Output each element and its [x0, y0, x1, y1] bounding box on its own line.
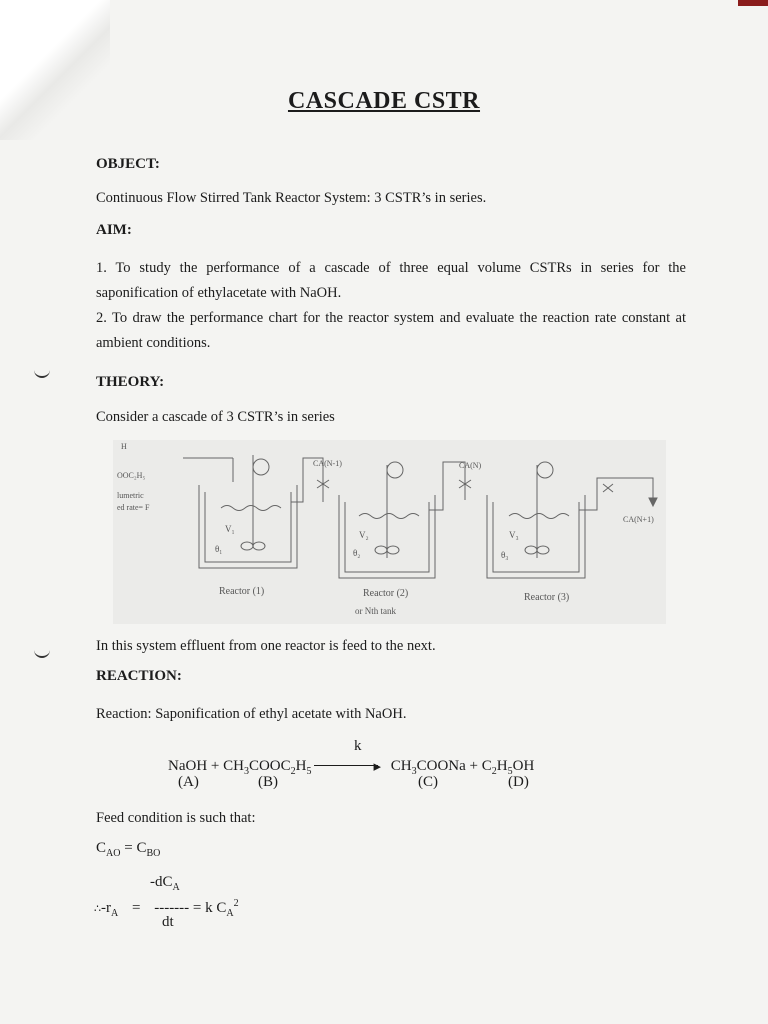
feed-label-rate: ed rate= F	[117, 503, 150, 512]
reactant-naoh: NaOH	[168, 758, 208, 774]
feed-label-h: H	[121, 442, 127, 451]
aim-item-1: 1. To study the performance of a cascade of three equal volume CSTRs in series for the saponification of ethylacetate with NaOH.	[96, 260, 686, 301]
volume-2: V₂	[359, 530, 369, 540]
reaction-arrow	[314, 765, 378, 766]
object-text: Continuous Flow Stirred Tank Reactor System: 3 CSTR’s in series.	[96, 190, 487, 206]
label-a: (A)	[178, 774, 199, 790]
reactant-ethyl-acetate: $CH_3COOC_2H_5$	[223, 758, 312, 777]
edge-mark	[738, 0, 768, 6]
conc-n: CA(N)	[459, 461, 482, 470]
label-c: (C)	[418, 774, 438, 790]
therefore-symbol: ∴	[94, 903, 101, 915]
label-d: (D)	[508, 774, 529, 790]
reactor-2-sublabel: or Nth tank	[355, 606, 396, 616]
feed-condition-text: Feed condition is such that:	[96, 810, 256, 826]
punch-mark	[34, 368, 50, 378]
reactor-2-label: Reactor (2)	[363, 588, 409, 599]
product-sodium-acetate: $CH_3COONa$	[390, 758, 466, 777]
reaction-equation: NaOH + $CH_3COOC_2H_5$ ▸ $CH_3COONa + C_2H_5OH$	[168, 758, 535, 777]
page-title: CASCADE CSTR	[287, 88, 481, 114]
feed-label-cooc: OOC₂H₅	[117, 471, 146, 480]
aim-heading: AIM:	[96, 222, 132, 238]
volume-1: V₁	[225, 524, 235, 534]
rate-equation: $\therefore-r_A$ = ------- = k $C_A^2$	[94, 898, 239, 919]
label-b: (B)	[258, 774, 278, 790]
feed-condition-equation: $C_{AO} = C_{BO}$	[96, 840, 161, 859]
object-heading: OBJECT:	[96, 156, 160, 172]
theta-1: θ₁	[215, 544, 223, 554]
aim-item-2: 2. To draw the performance chart for the reactor system and evaluate the reaction rate constant at ambient conditions.	[96, 310, 686, 351]
reactor-3-label: Reactor (3)	[524, 592, 570, 603]
volume-3: V₃	[509, 530, 519, 540]
rate-denominator: dt	[162, 914, 174, 930]
theta-3: θ₃	[501, 550, 509, 560]
arrow-head-icon: ▸	[373, 759, 382, 775]
reaction-heading: REACTION:	[96, 668, 182, 684]
folded-corner	[0, 0, 110, 140]
theory-text: Consider a cascade of 3 CSTR’s in series	[96, 409, 335, 425]
rate-constant-label: k	[354, 738, 362, 754]
reaction-text: Reaction: Saponification of ethyl acetate with NaOH.	[96, 706, 407, 722]
theory-after-diagram: In this system effluent from one reactor is feed to the next.	[96, 638, 436, 654]
reactor-1-label: Reactor (1)	[219, 586, 265, 597]
rate-numerator: $-dC_A$	[150, 874, 180, 893]
conc-n-plus-1: CA(N+1)	[623, 515, 654, 524]
cstr-cascade-diagram	[113, 440, 666, 624]
theory-heading: THEORY:	[96, 374, 165, 390]
conc-n-minus-1: CA(N-1)	[313, 459, 342, 468]
theta-2: θ₂	[353, 548, 361, 558]
product-ethanol: $C_2H_5OH$	[481, 758, 535, 777]
punch-mark	[34, 648, 50, 658]
feed-label-volumetric: lumetric	[117, 491, 144, 500]
